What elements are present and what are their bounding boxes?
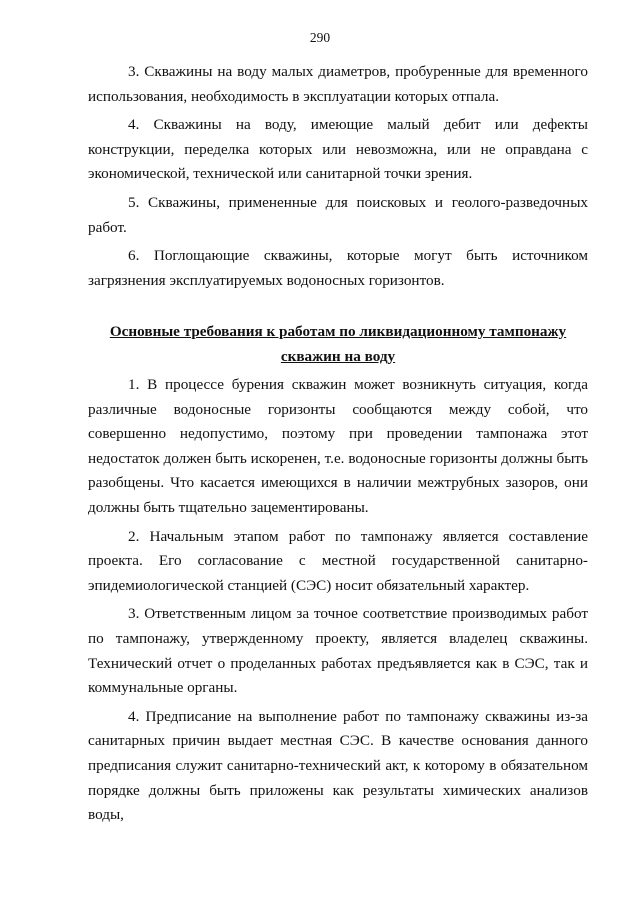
list-item: 5. Скважины, примененные для поисковых и геолого-разведочных работ. <box>88 193 588 236</box>
section-heading-line-2: скважин на воду <box>280 347 396 365</box>
section-heading-line-1: Основные требования к работам по ликвидационному тампонажу <box>109 323 567 340</box>
list-item: 3. Ответственным лицом за точное соответствие производимых работ по тампонажу, утвержденному проекту, является владелец скважины. Технический отчет о проделанных работах предъявляется как в СЭС, так и коммунальные органы. <box>88 605 588 697</box>
list-item: 6. Поглощающие скважины, которые могут быть источником загрязнения эксплуатируемых водоносных горизонтов. <box>88 247 588 289</box>
list-item: 4. Предписание на выполнение работ по тампонажу скважины из-за санитарных причин выдает местная СЭС. В качестве основания данного предписания служит санитарно-технический акт, к которому в обязательном порядке должны быть приложены как результаты химических анализов воды, <box>88 707 588 824</box>
list-item: 4. Скважины на воду, имеющие малый дебит или дефекты конструкции, переделка которых или невозможна, или не оправдана с экономической, технической или санитарной точки зрения. <box>88 116 588 183</box>
list-item: 1. В процессе бурения скважин может возникнуть ситуация, когда различные водоносные горизонты сообщаются между собой, что совершенно недопустимо, поэтому при проведении тампонажа этот недостаток должен быть искоренен, т.е. водоносные горизонты должны быть разобщены. Что касается имеющихся в наличии межтрубных зазоров, они должны быть тщательно зацементированы. <box>88 376 588 516</box>
list-item: 3. Скважины на воду малых диаметров, пробуренные для временного использования, необходимость в эксплуатации которых отпала. <box>88 63 588 105</box>
section-heading <box>88 320 588 369</box>
page-number: 290 <box>309 30 331 45</box>
list-item: 2. Начальным этапом работ по тампонажу является составление проекта. Его согласование с местной государственной санитарно-эпидемиологической станцией (СЭС) носит обязательный характер. <box>88 527 588 594</box>
item-list-top <box>88 60 588 297</box>
item-list-bottom <box>88 373 588 832</box>
